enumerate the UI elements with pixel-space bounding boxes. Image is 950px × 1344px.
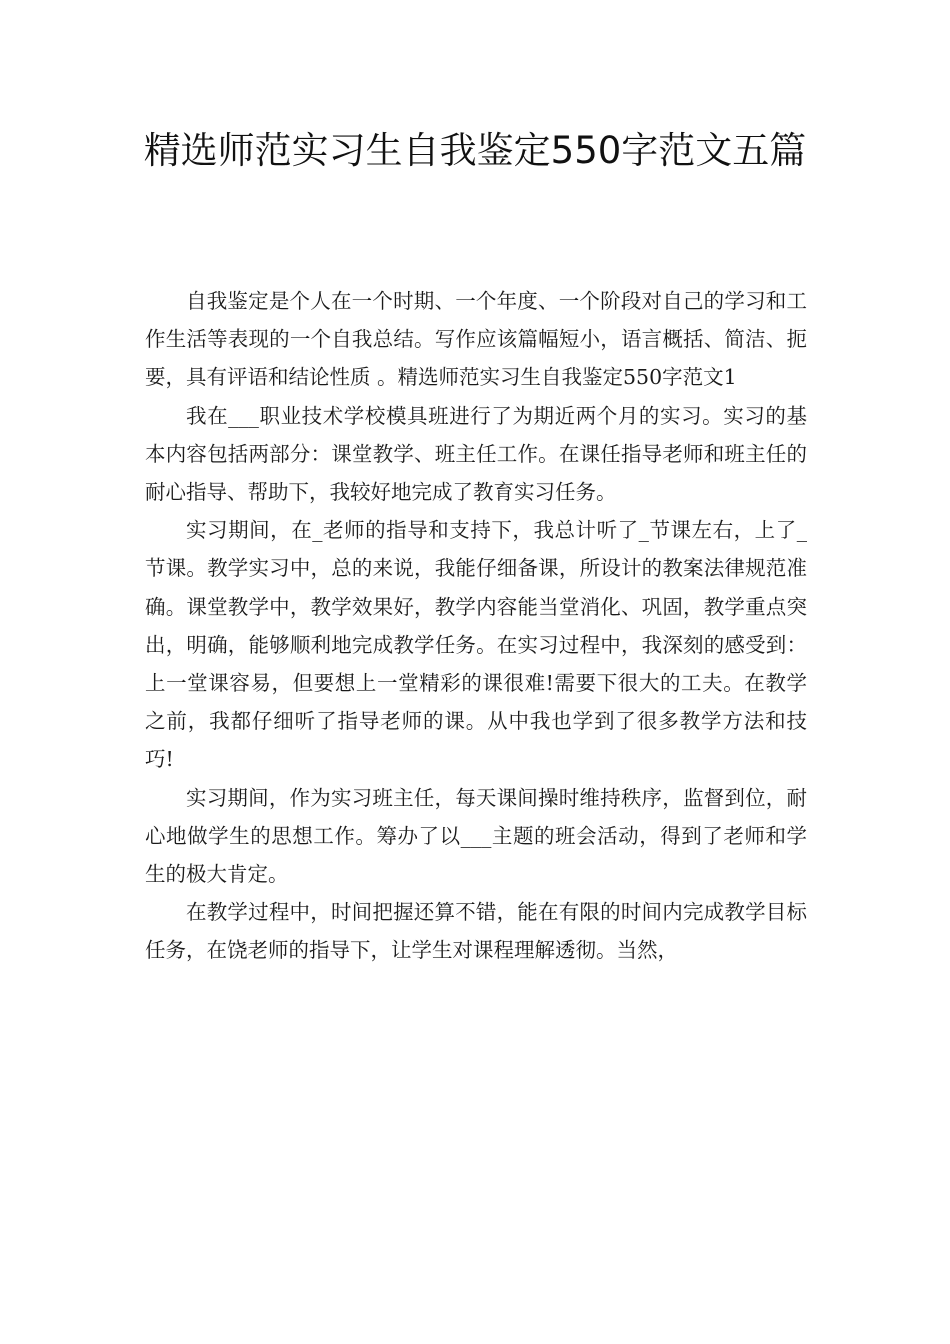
paragraph-intro: 自我鉴定是个人在一个时期、一个年度、一个阶段对自己的学习和工作生活等表现的一个自我总结。写作应该篇幅短小，语言概括、简洁、扼要，具有评语和结论性质 。精选师范实习生自我鉴定550字范文1 (145, 289, 807, 390)
paragraph-teaching-practice: 实习期间，在_老师的指导和支持下，我总计听了_节课左右，上了_节课。教学实习中，总的来说，我能仔细备课，所设计的教案法律规范准确。课堂教学中，教学效果好，教学内容能当堂消化、巩固，教学重点突出，明确，能够顺利地完成教学任务。在实习过程中，我深刻的感受到：上一堂课容易，但要想上一堂精彩的课很难!需要下很大的工夫。在教学之前，我都仔细听了指导老师的课。从中我也学到了很多教学方法和技巧! (145, 518, 807, 772)
paragraph-internship-overview: 我在___职业技术学校模具班进行了为期近两个月的实习。实习的基本内容包括两部分：课堂教学、班主任工作。在课任指导老师和班主任的耐心指导、帮助下，我较好地完成了教育实习任务。 (145, 403, 807, 505)
paragraph-time-management: 在教学过程中，时间把握还算不错，能在有限的时间内完成教学目标任务，在饶老师的指导下，让学生对课程理解透彻。当然， (145, 900, 807, 963)
document-title: 精选师范实习生自我鉴定550字范文五篇 (143, 129, 807, 172)
document-body (145, 282, 807, 970)
paragraph-class-teacher-work: 实习期间，作为实习班主任，每天课间操时维持秩序，监督到位，耐心地做学生的思想工作。筹办了以___主题的班会活动，得到了老师和学生的极大肯定。 (145, 785, 807, 887)
